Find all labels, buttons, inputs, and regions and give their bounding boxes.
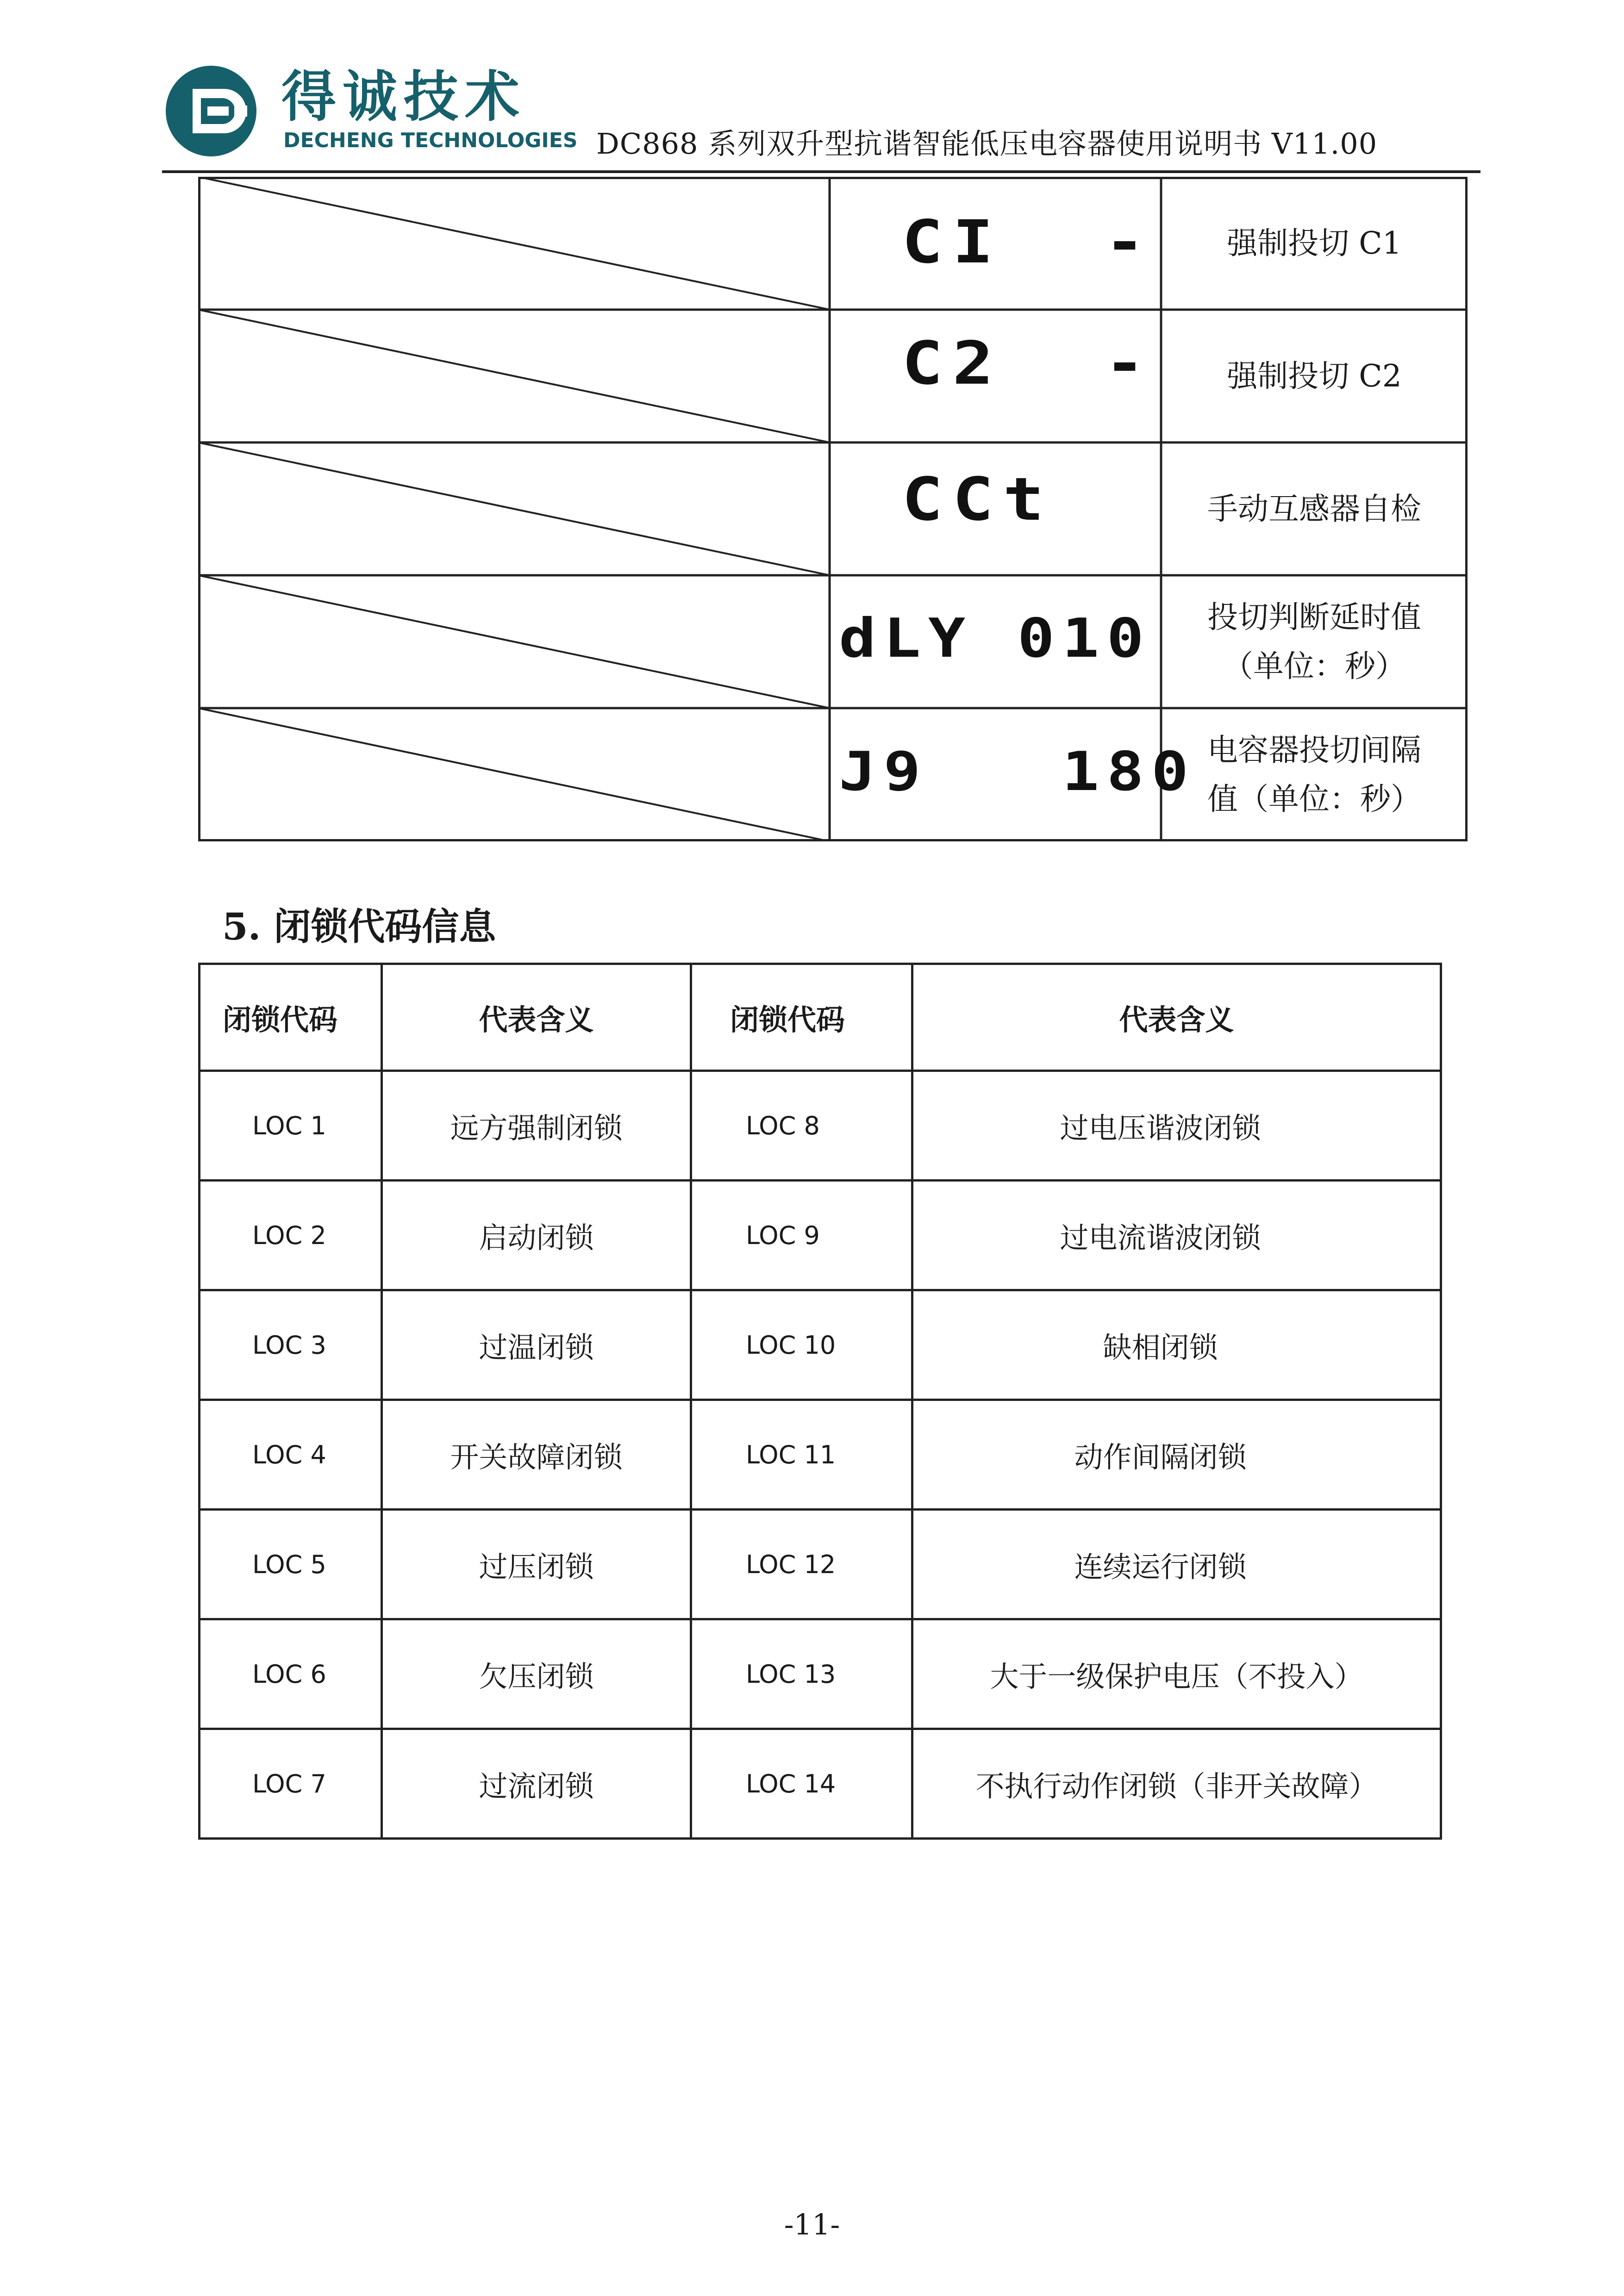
display-code-table: [198, 177, 1468, 841]
document-title: DC868 系列双升型抗谐智能低压电容器使用说明书 V11.00: [596, 127, 1378, 161]
lock-meaning: 过电流谐波闭锁: [912, 1181, 1441, 1290]
lcd-display-code: CCt: [902, 465, 1054, 534]
table-row: [200, 1181, 1441, 1290]
lock-meaning: 动作间隔闭锁: [912, 1400, 1441, 1510]
section-heading: 5. 闭锁代码信息: [222, 905, 496, 948]
lcd-display-code: J9 180: [839, 740, 1196, 803]
lock-code: LOC 13: [691, 1619, 912, 1729]
lock-meaning: 大于一级保护电压（不投入）: [912, 1619, 1441, 1729]
lock-meaning: 启动闭锁: [382, 1181, 691, 1290]
lock-meaning: 缺相闭锁: [912, 1290, 1441, 1400]
display-meaning-line: 值（单位：秒）: [1207, 781, 1421, 817]
lock-meaning: 不执行动作闭锁（非开关故障）: [912, 1729, 1441, 1839]
column-header-meaning: 代表含义: [912, 964, 1441, 1071]
lock-meaning: 连续运行闭锁: [912, 1510, 1441, 1619]
lock-meaning: 过压闭锁: [382, 1510, 691, 1619]
display-meaning: [1161, 708, 1468, 841]
lock-code: LOC 11: [691, 1400, 912, 1510]
lock-code: LOC 2: [200, 1181, 382, 1290]
lock-meaning: 开关故障闭锁: [382, 1400, 691, 1510]
display-meaning: [1161, 575, 1468, 708]
lock-meaning: 过温闭锁: [382, 1290, 691, 1400]
lock-code: LOC 9: [691, 1181, 912, 1290]
lock-meaning: 欠压闭锁: [382, 1619, 691, 1729]
lcd-display-code: C2 -: [902, 329, 1155, 398]
table-row: [200, 1071, 1441, 1181]
column-header-meaning: 代表含义: [382, 964, 691, 1071]
brand-name-english: DECHENG TECHNOLOGIES: [283, 129, 578, 152]
table-row: [200, 1619, 1441, 1729]
display-meaning: [1161, 310, 1468, 442]
lock-meaning: 过电压谐波闭锁: [912, 1071, 1441, 1181]
column-header-code: 闭锁代码: [691, 964, 912, 1071]
display-meaning-line: 投切判断延时值: [1207, 599, 1421, 635]
lock-code: LOC 4: [200, 1400, 382, 1510]
display-meaning-line: 电容器投切间隔: [1207, 732, 1421, 768]
table-row: [200, 1400, 1441, 1510]
lock-table-header-row: [200, 964, 1441, 1071]
lock-code: LOC 5: [200, 1510, 382, 1619]
display-meaning-line: （单位：秒）: [1223, 648, 1406, 684]
page-number: -11-: [784, 2208, 840, 2241]
lock-code: LOC 14: [691, 1729, 912, 1839]
lock-code: LOC 7: [200, 1729, 382, 1839]
display-meaning-line: 强制投切 C2: [1227, 358, 1402, 394]
table-row: [200, 1510, 1441, 1619]
display-meaning: [1161, 177, 1468, 310]
display-meaning-line: 手动互感器自检: [1207, 491, 1421, 527]
lock-code: LOC 12: [691, 1510, 912, 1619]
column-header-code: 闭锁代码: [200, 964, 382, 1071]
table-row: [200, 1290, 1441, 1400]
lcd-display-code: dLY 010: [839, 607, 1151, 670]
lock-code-table: [198, 963, 1442, 1840]
display-meaning-line: 强制投切 C1: [1227, 225, 1402, 261]
lock-code: LOC 8: [691, 1071, 912, 1181]
header-divider: [162, 170, 1480, 173]
lock-meaning: 远方强制闭锁: [382, 1071, 691, 1181]
lock-code: LOC 10: [691, 1290, 912, 1400]
lcd-display-code: CI -: [902, 208, 1155, 277]
lock-code: LOC 6: [200, 1619, 382, 1729]
table-row: [200, 1729, 1441, 1839]
decheng-logo-icon: [165, 65, 257, 157]
brand-name-chinese: 得诚技术: [281, 65, 526, 129]
display-meaning: [1161, 442, 1468, 575]
lock-code: LOC 3: [200, 1290, 382, 1400]
lock-meaning: 过流闭锁: [382, 1729, 691, 1839]
lock-code: LOC 1: [200, 1071, 382, 1181]
